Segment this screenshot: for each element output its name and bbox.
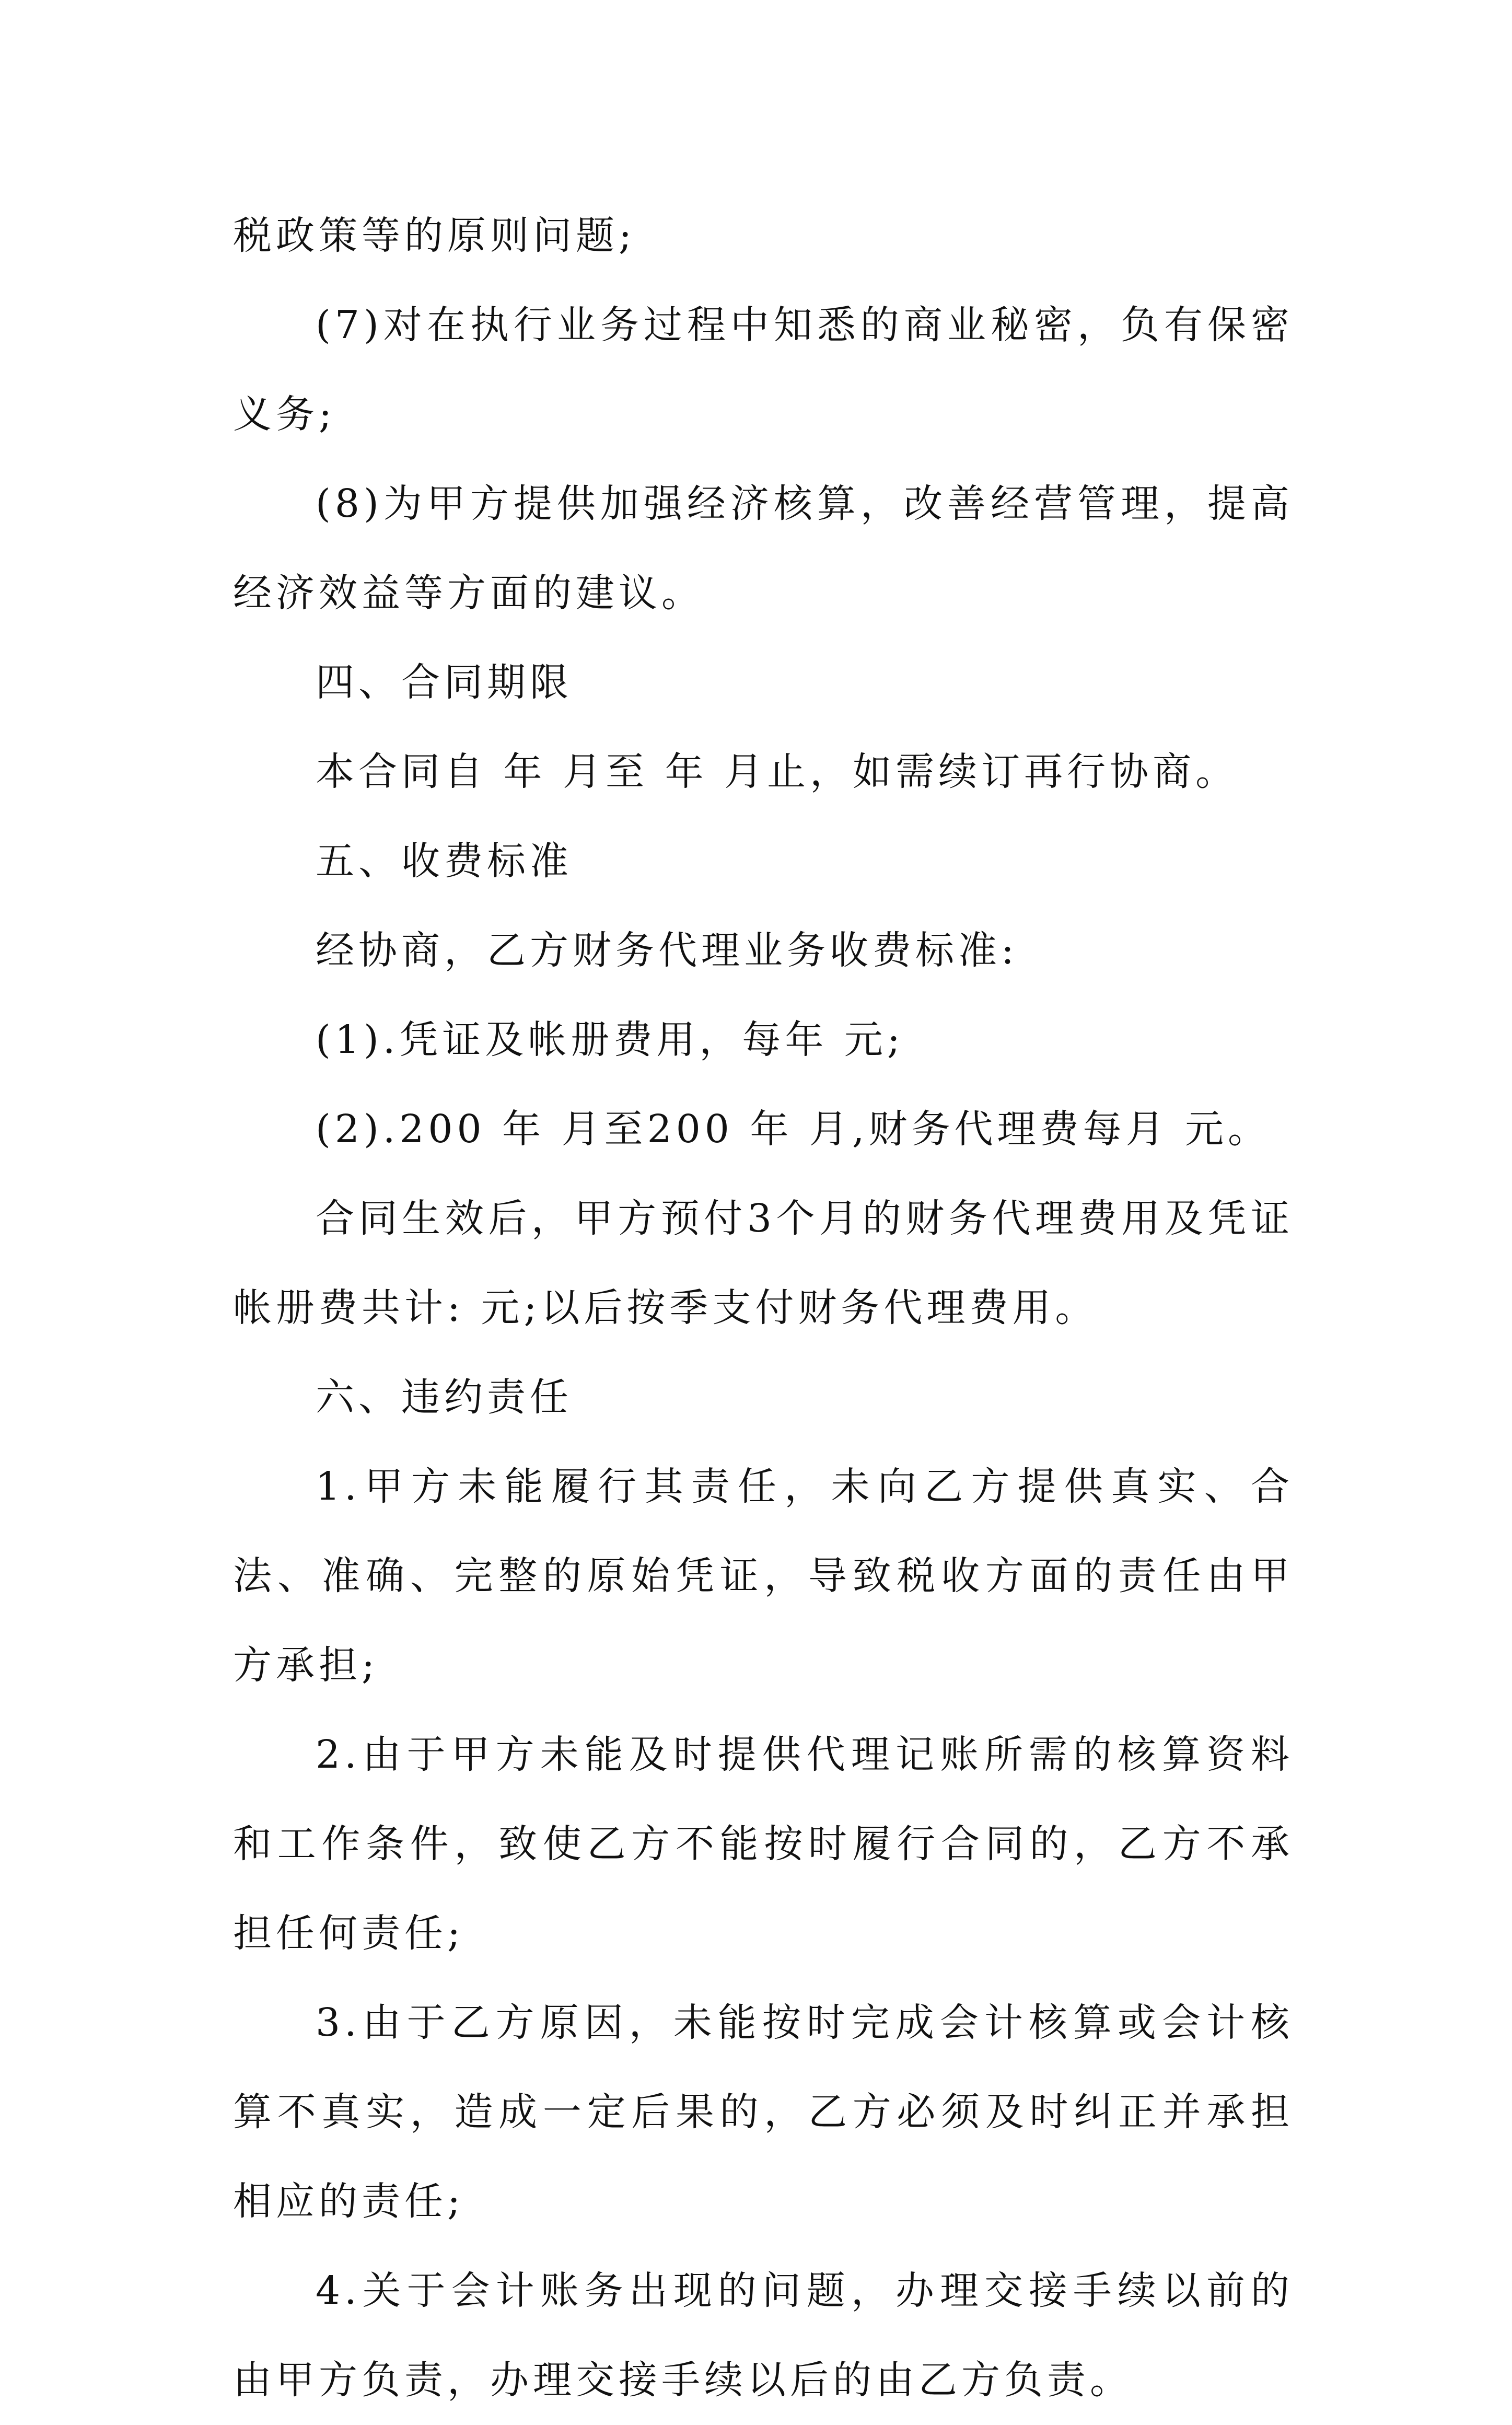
- paragraph-fee-intro: 经协商，乙方财务代理业务收费标准:: [316, 928, 1018, 973]
- paragraph-prepayment: 合同生效后，甲方预付3个月的财务代理费用及凭证帐册费共计: 元;以后按季支付财务代理费用。: [233, 1196, 1294, 1330]
- paragraph-liability-4: 4.关于会计账务出现的问题，办理交接手续以前的由甲方负责，办理交接手续以后的由乙方负责。: [233, 2268, 1294, 2403]
- paragraph-tax-policy: 税政策等的原则问题;: [233, 213, 636, 258]
- paragraph-liability-1: 1.甲方未能履行其责任，未向乙方提供真实、合法、准确、完整的原始凭证，导致税收方面的责任由甲方承担;: [233, 1464, 1294, 1688]
- paragraph-liability-3: 3.由于乙方原因，未能按时完成会计核算或会计核算不真实，造成一定后果的，乙方必须及时纠正并承担相应的责任;: [233, 2000, 1294, 2224]
- paragraph-fee-item-1: (1).凭证及帐册费用，每年 元;: [316, 1017, 904, 1062]
- paragraph-contract-term: 本合同自 年 月至 年 月止，如需续订再行协商。: [316, 749, 1239, 794]
- paragraph-liability-2: 2.由于甲方未能及时提供代理记账所需的核算资料和工作条件，致使乙方不能按时履行合同的，乙方不承担任何责任;: [233, 1732, 1294, 1956]
- section-heading-contract-term: 四、合同期限: [316, 660, 573, 705]
- paragraph-management-advice: (8)为甲方提供加强经济核算，改善经营管理，提高经济效益等方面的建议。: [233, 481, 1294, 616]
- section-heading-fee-standard: 五、收费标准: [316, 839, 573, 884]
- paragraph-confidentiality: (7)对在执行业务过程中知悉的商业秘密，负有保密义务;: [233, 303, 1294, 437]
- document-body: [233, 191, 1294, 2425]
- section-heading-liability: 六、违约责任: [316, 1375, 573, 1420]
- paragraph-fee-item-2: (2).200 年 月至200 年 月,财务代理费每月 元。: [316, 1107, 1271, 1152]
